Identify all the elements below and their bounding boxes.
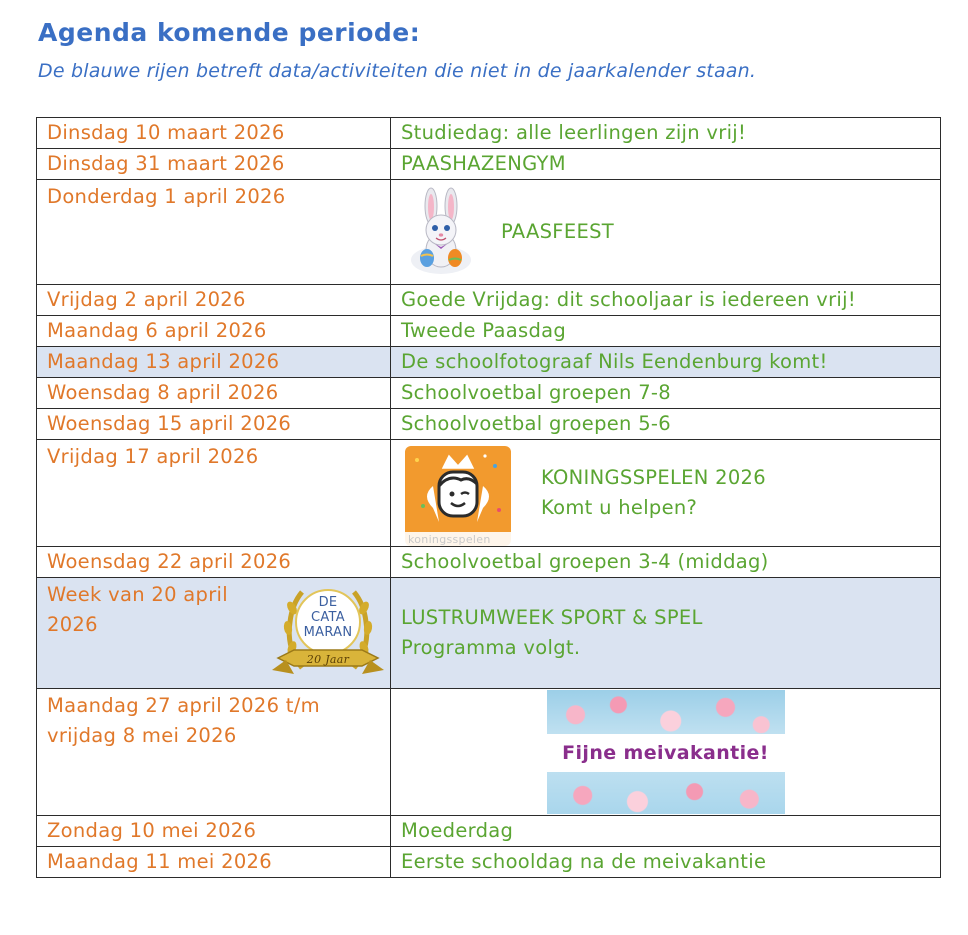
activity-cell: Tweede Paasdag — [391, 316, 941, 347]
anniversary-badge-icon — [272, 578, 384, 688]
koningsspelen-logo-text: koningsspelen — [408, 533, 491, 546]
page-title: Agenda komende periode: — [38, 18, 421, 47]
date-text-line: Week van 20 april — [47, 583, 228, 606]
table-row — [37, 547, 941, 578]
date-cell: Maandag 13 april 2026 — [37, 347, 391, 378]
table-row — [37, 578, 941, 689]
koningsspelen-logo-icon — [405, 446, 511, 546]
activity-cell — [391, 689, 941, 816]
table-row — [37, 378, 941, 409]
badge-text: MARAN — [303, 625, 353, 640]
easter-bunny-icon — [405, 186, 477, 278]
date-text-line: vrijdag 8 mei 2026 — [47, 724, 237, 747]
date-cell: Dinsdag 10 maart 2026 — [37, 118, 391, 149]
banner-text: Fijne meivakantie! — [562, 742, 769, 764]
date-cell: Vrijdag 2 april 2026 — [37, 285, 391, 316]
table-row — [37, 149, 941, 180]
activity-cell: Schoolvoetbal groepen 3-4 (middag) — [391, 547, 941, 578]
date-text-line: Maandag 27 april 2026 t/m — [47, 694, 320, 717]
badge-ribbon-text: 20 Jaar — [306, 653, 350, 666]
date-cell: Zondag 10 mei 2026 — [37, 816, 391, 847]
activity-cell: Studiedag: alle leerlingen zijn vrij! — [391, 118, 941, 149]
date-cell: Dinsdag 31 maart 2026 — [37, 149, 391, 180]
table-row — [37, 816, 941, 847]
date-cell — [37, 578, 391, 689]
activity-cell: Schoolvoetbal groepen 7-8 — [391, 378, 941, 409]
activity-cell — [391, 440, 941, 547]
activity-text-line: KONINGSSPELEN 2026 — [541, 466, 766, 489]
agenda-table — [36, 117, 941, 878]
activity-cell — [391, 578, 941, 689]
date-cell: Maandag 6 april 2026 — [37, 316, 391, 347]
activity-cell: Goede Vrijdag: dit schooljaar is iedereen vrij! — [391, 285, 941, 316]
activity-text: PAASFEEST — [501, 220, 614, 243]
date-cell: Woensdag 8 april 2026 — [37, 378, 391, 409]
activity-cell: De schoolfotograaf Nils Eendenburg komt! — [391, 347, 941, 378]
page-subtitle: De blauwe rijen betreft data/activiteiten die niet in de jaarkalender staan. — [38, 60, 757, 82]
date-text-line: 2026 — [47, 613, 98, 636]
table-row — [37, 409, 941, 440]
activity-cell — [391, 180, 941, 285]
activity-cell: Moederdag — [391, 816, 941, 847]
activity-cell: Schoolvoetbal groepen 5-6 — [391, 409, 941, 440]
date-cell: Donderdag 1 april 2026 — [37, 180, 391, 285]
blossom-banner-icon — [547, 690, 785, 814]
badge-text: CATA — [311, 610, 345, 625]
table-row — [37, 689, 941, 816]
date-cell — [37, 689, 391, 816]
table-row — [37, 118, 941, 149]
table-row — [37, 316, 941, 347]
activity-text-line: Programma volgt. — [401, 636, 581, 659]
date-cell: Woensdag 15 april 2026 — [37, 409, 391, 440]
date-cell: Woensdag 22 april 2026 — [37, 547, 391, 578]
activity-text-line: LUSTRUMWEEK SPORT & SPEL — [401, 606, 703, 629]
activity-text-block — [541, 463, 766, 523]
table-row — [37, 847, 941, 878]
table-row — [37, 440, 941, 547]
table-row — [37, 180, 941, 285]
date-cell: Maandag 11 mei 2026 — [37, 847, 391, 878]
activity-cell: PAASHAZENGYM — [391, 149, 941, 180]
date-cell: Vrijdag 17 april 2026 — [37, 440, 391, 547]
badge-text: DE — [318, 595, 338, 610]
table-row — [37, 285, 941, 316]
activity-cell: Eerste schooldag na de meivakantie — [391, 847, 941, 878]
table-row — [37, 347, 941, 378]
activity-text-line: Komt u helpen? — [541, 496, 698, 519]
